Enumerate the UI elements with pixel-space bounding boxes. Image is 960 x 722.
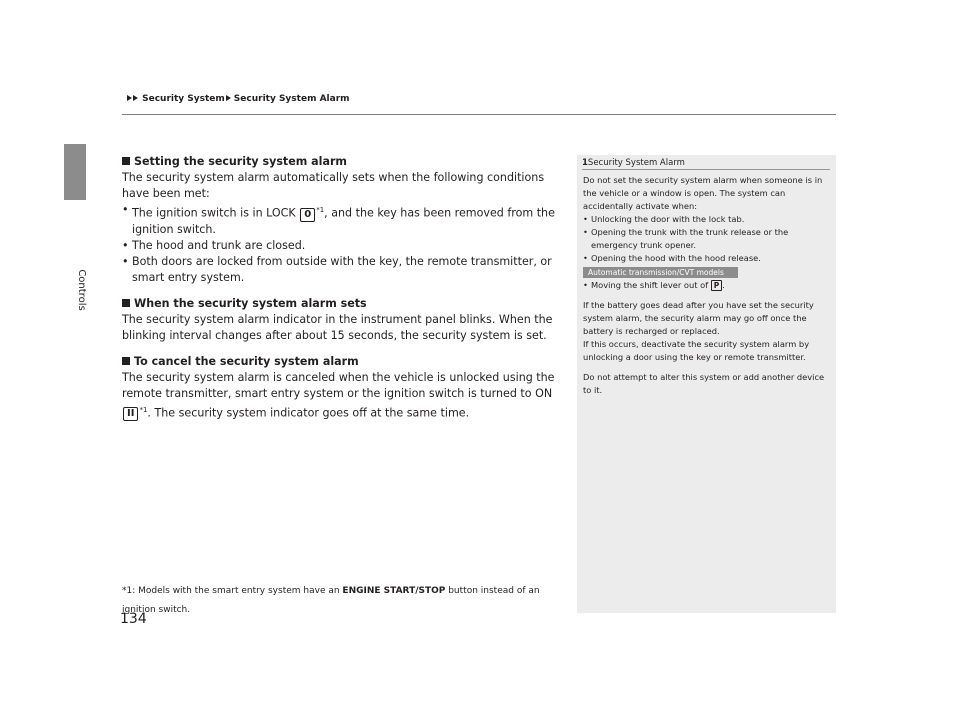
list-item: • The hood and trunk are closed. xyxy=(122,238,562,254)
model-tag: Automatic transmission/CVT models xyxy=(583,267,738,278)
panel-list-item: • Unlocking the door with the lock tab. xyxy=(583,213,831,226)
breadcrumb-current: Security System Alarm xyxy=(233,94,350,104)
list-item: • The ignition switch is in LOCK 0 $^{*1}$, and the key has been removed from the ignition switch. xyxy=(122,202,562,238)
breadcrumb-parent[interactable]: Security System xyxy=(142,94,225,104)
section-heading-cancel: To cancel the security system alarm xyxy=(122,354,562,370)
square-bullet-icon xyxy=(122,157,130,165)
list-item: • Both doors are locked from outside with the key, the remote transmitter, or smart entry system. xyxy=(122,254,562,286)
panel-paragraph: If this occurs, deactivate the security system alarm by unlocking a door using the key or remote transmitter. xyxy=(583,339,810,362)
reference-number: 1 xyxy=(582,158,588,168)
cancel-text: The security system alarm is canceled when the vehicle is unlocked using the remote transmitter, smart entry system or the ignition switch is turned to ON II $^{*1}$. The security system indicator goes off at the same time. xyxy=(122,370,555,420)
shift-position-key: P xyxy=(711,280,723,291)
section-heading-when-sets: When the security system alarm sets xyxy=(122,296,562,312)
when-sets-text: The security system alarm indicator in the instrument panel blinks. When the blinking interval changes after about 15 seconds, the security system is set. xyxy=(122,312,553,342)
panel-list-item: • Moving the shift lever out of P . xyxy=(583,279,831,292)
breadcrumb xyxy=(127,94,350,104)
footnote-ref: *1 xyxy=(139,405,148,414)
panel-list-item: • Opening the trunk with the trunk release or the emergency trunk opener. xyxy=(583,226,831,252)
footnote-ref: *1 xyxy=(316,206,325,214)
ignition-position-key: II xyxy=(123,407,138,421)
square-bullet-icon xyxy=(122,357,130,365)
arrow-right-icon xyxy=(226,95,231,101)
chapter-label: Controls xyxy=(76,269,87,311)
main-content xyxy=(122,154,562,421)
square-bullet-icon xyxy=(122,299,130,307)
panel-paragraph: If the battery goes dead after you have set the security system alarm, the security alarm may go off once the battery is recharged or replaced. xyxy=(583,300,814,336)
panel-body xyxy=(583,174,831,397)
panel-list-item: • Opening the hood with the hood release. xyxy=(583,252,831,265)
panel-intro: Do not set the security system alarm when someone is in the vehicle or a window is open. The system can accidentally activate when: xyxy=(583,175,823,211)
footnote: *1: Models with the smart entry system have an ENGINE START/STOP button instead of an ignition switch. xyxy=(122,586,540,615)
panel-paragraph: Do not attempt to alter this system or add another device to it. xyxy=(583,372,825,395)
setting-intro: The security system alarm automatically sets when the following conditions have been met: xyxy=(122,171,545,200)
arrow-right-icon xyxy=(127,95,132,101)
arrow-right-icon xyxy=(133,95,138,101)
panel-divider xyxy=(582,169,830,170)
page-number: 134 xyxy=(120,611,147,627)
header-divider xyxy=(122,114,836,115)
section-heading-setting: Setting the security system alarm xyxy=(122,154,562,170)
chapter-tab-marker xyxy=(64,144,86,200)
ignition-position-key: 0 xyxy=(300,208,315,222)
panel-title: 1Security System Alarm xyxy=(582,158,685,168)
